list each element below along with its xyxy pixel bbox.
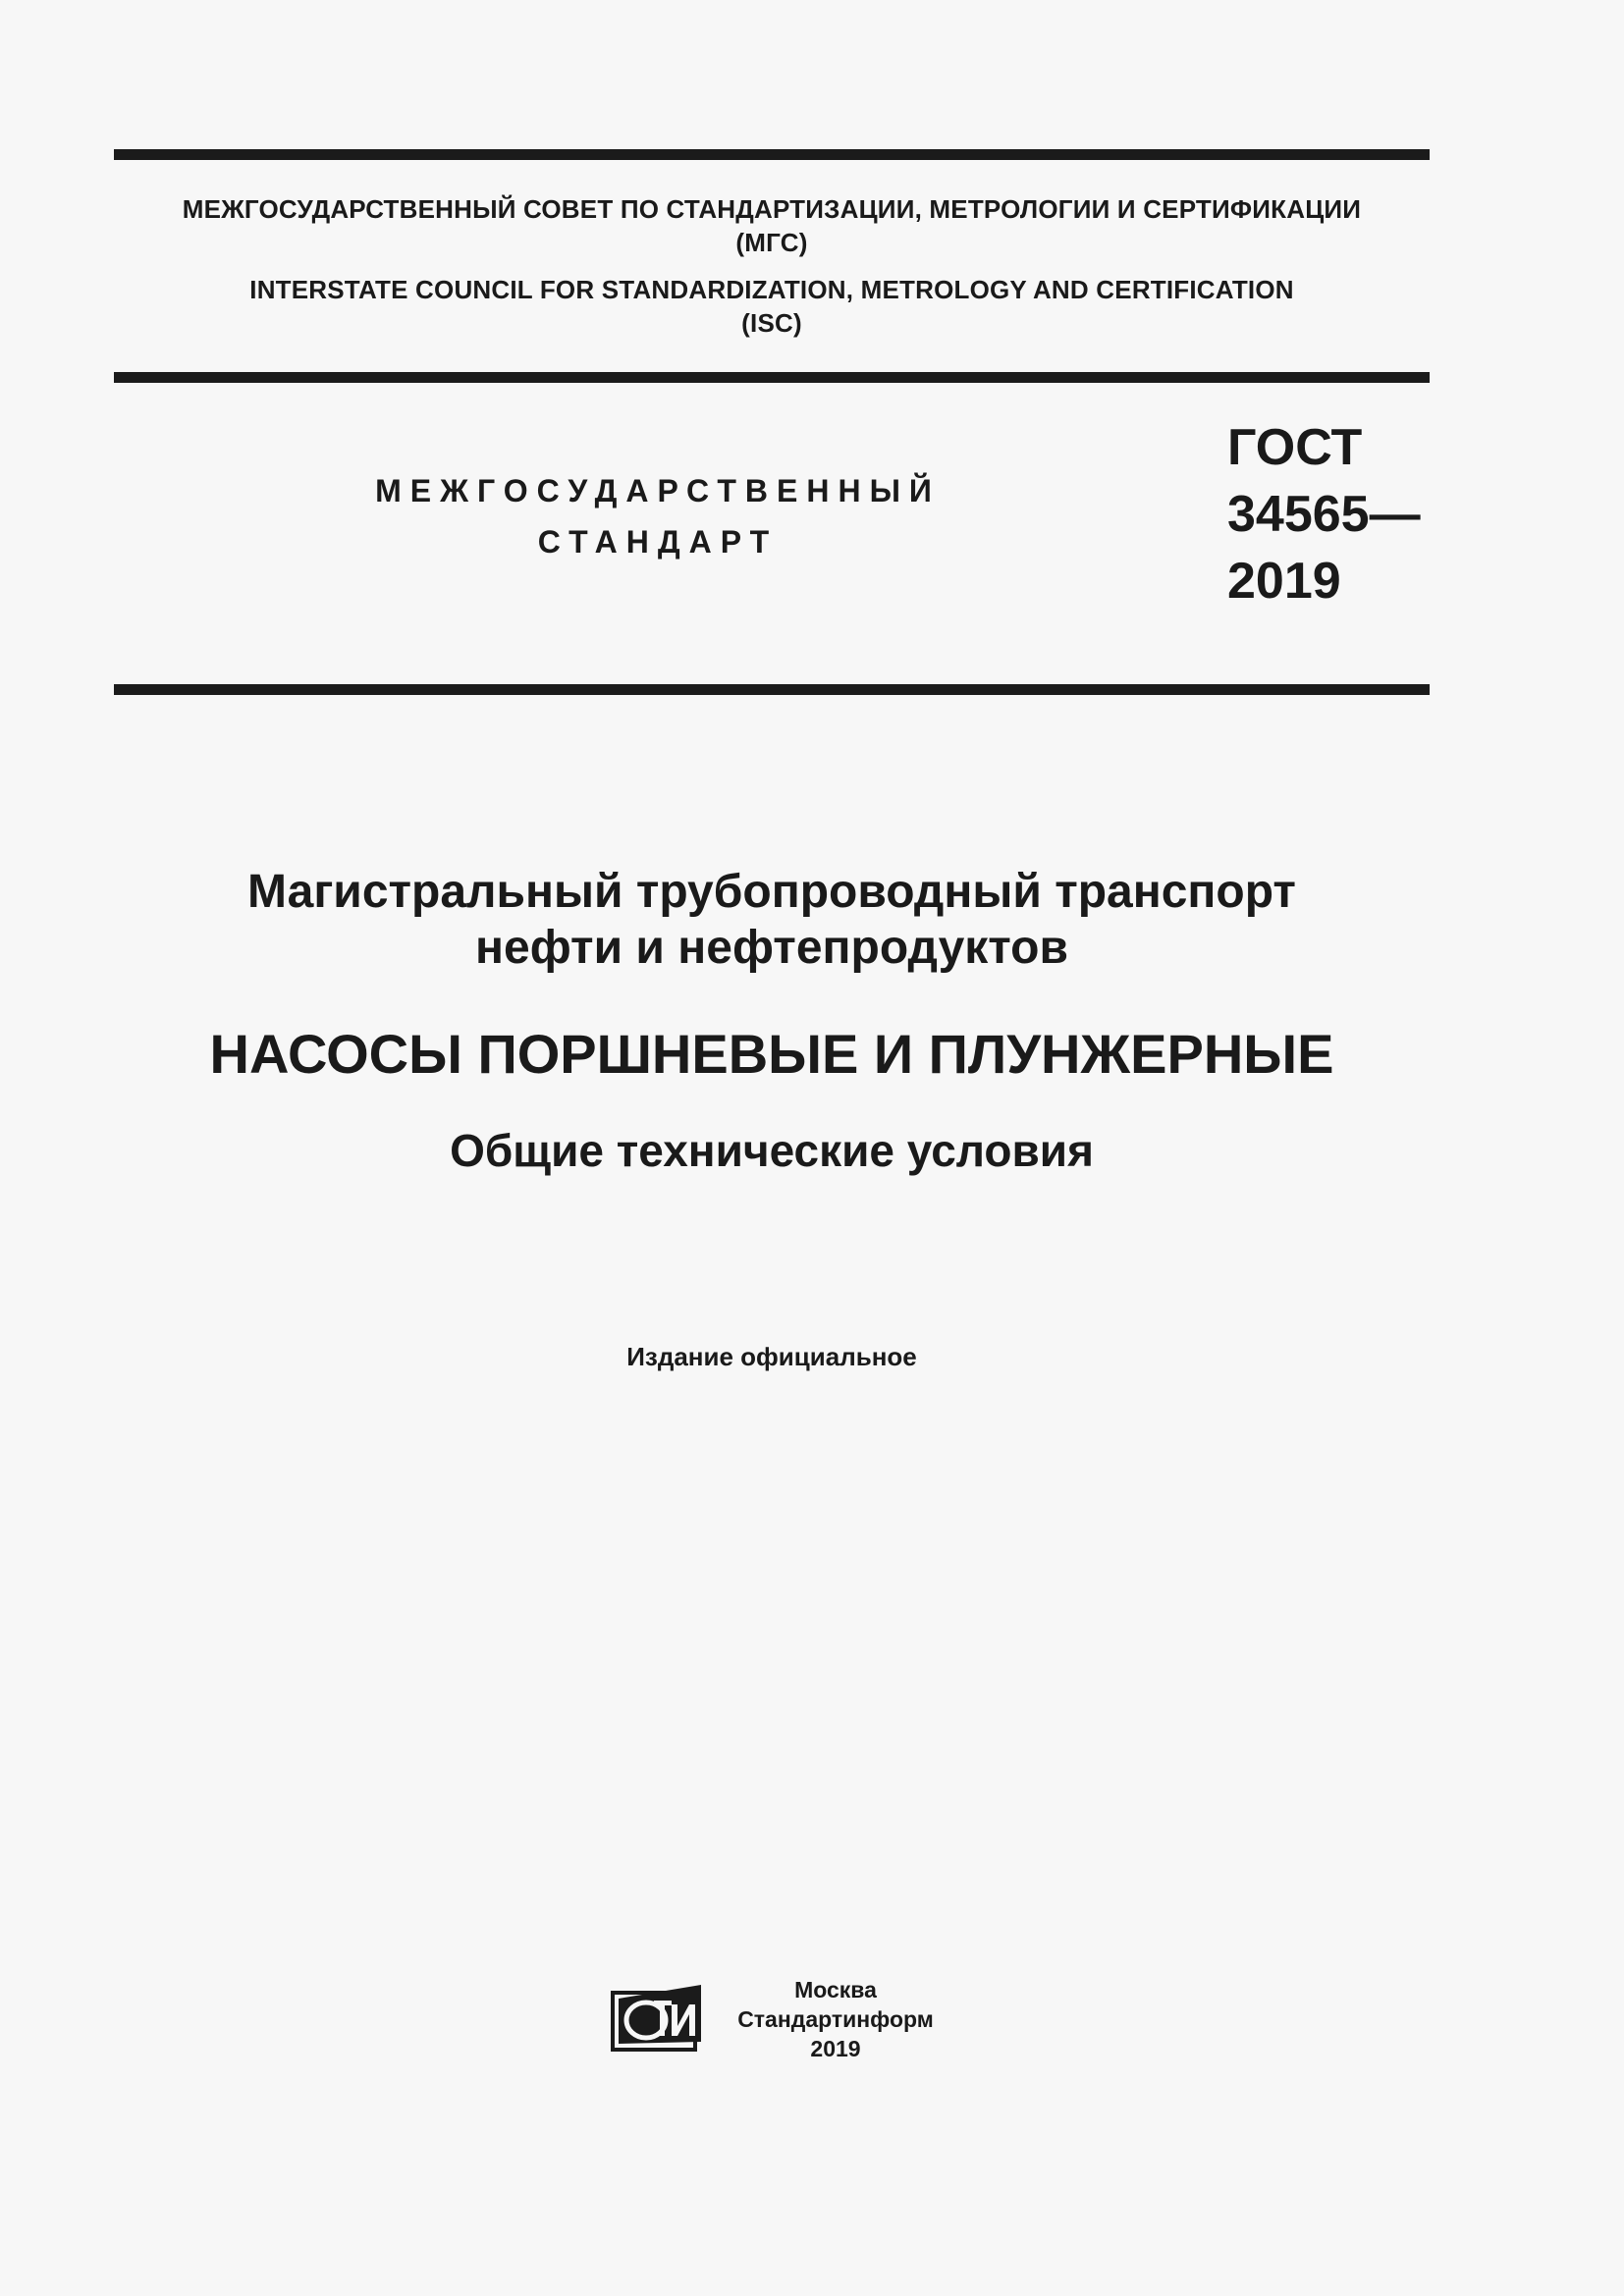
gost-number-line2: 34565— (1227, 486, 1421, 543)
publisher-city: Москва (794, 1977, 877, 2002)
council-en-line1: INTERSTATE COUNCIL FOR STANDARDIZATION, METROLOGY AND CERTIFICATION (249, 275, 1294, 304)
council-ru-line1: МЕЖГОСУДАРСТВЕННЫЙ СОВЕТ ПО СТАНДАРТИЗАЦИИ, МЕТРОЛОГИИ И СЕРТИФИКАЦИИ (182, 194, 1362, 224)
standard-label (245, 465, 1070, 567)
subtitle-line2: нефти и нефтепродуктов (475, 922, 1068, 974)
standard-label-line1: МЕЖГОСУДАРСТВЕННЫЙ (375, 473, 941, 508)
document-subtitle (114, 864, 1430, 976)
council-ru-line2: (МГС) (735, 228, 808, 257)
standartinform-logo-icon (611, 1981, 705, 2054)
gost-number-line1: ГОСТ (1227, 419, 1363, 476)
gost-number (1227, 414, 1421, 614)
subtitle-line1: Магистральный трубопроводный транспорт (247, 866, 1296, 918)
standard-label-line2: СТАНДАРТ (537, 524, 779, 560)
council-en-line2: (ISC) (741, 308, 802, 338)
publisher-block (723, 1975, 948, 2063)
top-rule (114, 149, 1430, 160)
gost-number-line3: 2019 (1227, 553, 1341, 610)
document-title: НАСОСЫ ПОРШНЕВЫЕ И ПЛУНЖЕРНЫЕ (209, 1023, 1334, 1085)
council-header (114, 192, 1430, 340)
document-title-extra: Общие технические условия (450, 1125, 1094, 1176)
publisher-name: Стандартинформ (737, 2006, 934, 2032)
standard-bottom-rule (114, 684, 1430, 695)
edition-note: Издание официальное (626, 1342, 917, 1371)
header-bottom-rule (114, 372, 1430, 383)
publisher-year: 2019 (810, 2036, 861, 2061)
